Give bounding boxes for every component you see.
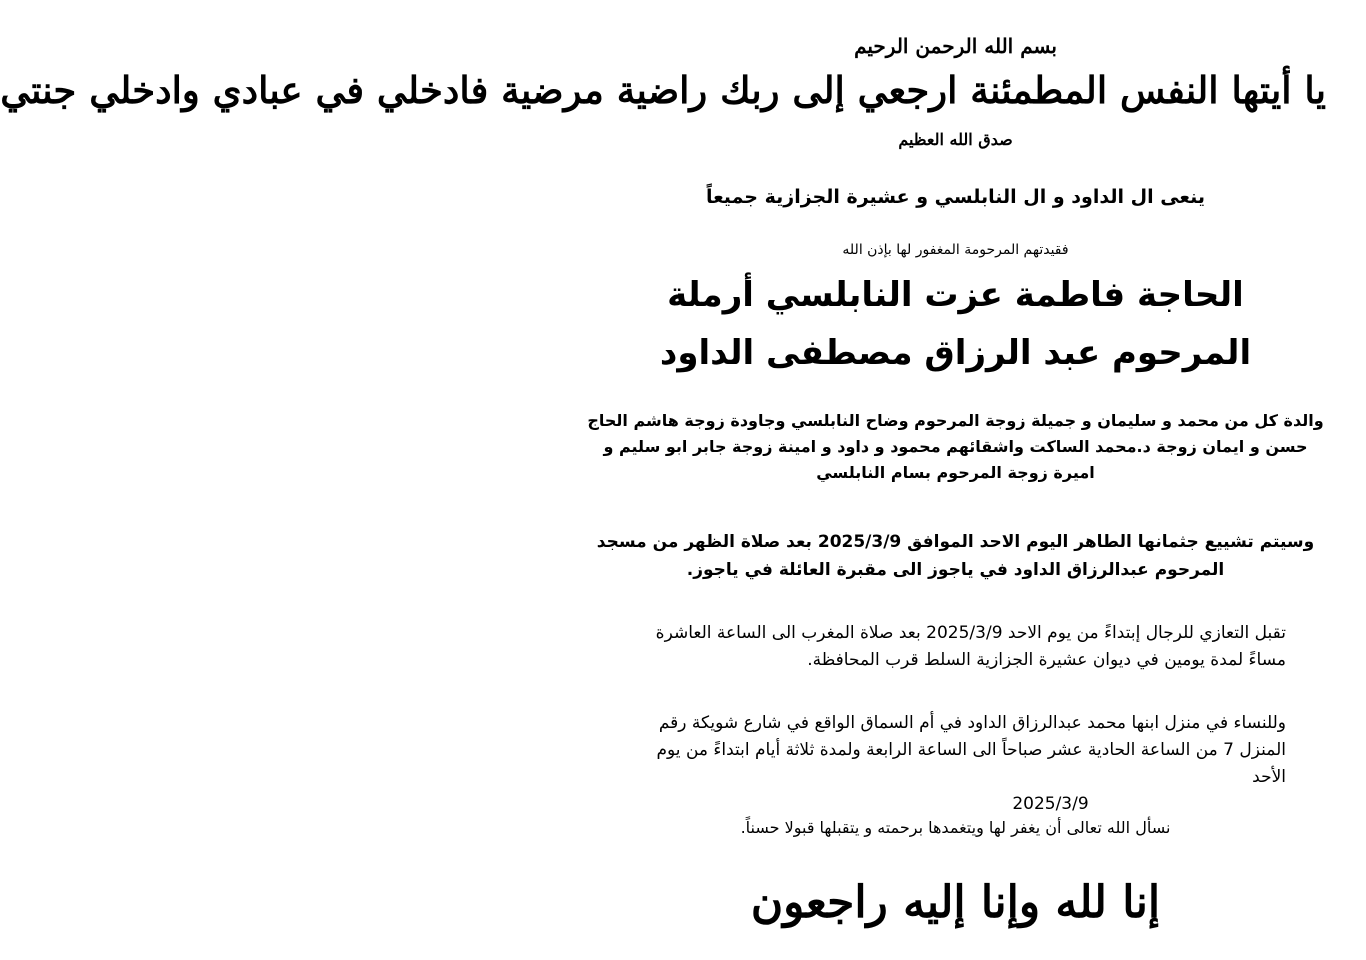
condolence-women-text: وللنساء في منزل ابنها محمد عبدالرزاق الداود في أم السماق الواقع في شارع شويكة رقم المنزل 7 من الساعة الحادية عشر صباحاً الى الساعة الرابعة ولمدة ثلاثة أيام ابتداءً من يوم الأحد bbox=[656, 713, 1286, 787]
intro-line: فقيدتهم المرحومة المغفور لها بإذن الله bbox=[842, 242, 1069, 258]
condolence-women-date: 2025/3/9 bbox=[1012, 794, 1089, 814]
condolence-men: تقبل التعازي للرجال إبتداءً من يوم الاحد 2025/3/9 بعد صلاة المغرب الى الساعة العاشرة مساءً لمدة يومين في ديوان عشيرة الجزازية السلط قرب المحافظة. bbox=[655, 623, 1286, 670]
closing-calligraphy: إنا لله وإنا إليه راجعون bbox=[750, 877, 1161, 928]
announcement: ينعى ال الداود و ال النابلسي و عشيرة الجزازية جميعاً bbox=[705, 186, 1206, 208]
condolence-women bbox=[625, 710, 1286, 818]
relatives-paragraph: والدة كل من محمد و سليمان و جميلة زوجة المرحوم وضاح النابلسي وجاودة زوجة هاشم الحاج حسن و ايمان زوجة د.محمد الساكت واشقائهم محمود و داود و امينة زوجة جابر ابو سليم و اميرة زوجة المرحوم بسام النابلسي bbox=[587, 411, 1324, 482]
funeral-details: وسيتم تشييع جثمانها الطاهر اليوم الاحد الموافق 2025/3/9 بعد صلاة الظهر من مسجد المرحوم عبدالرزاق الداود في ياجوز الى مقبرة العائلة في ياجوز. bbox=[596, 532, 1315, 580]
basmala: بسم الله الرحمن الرحيم bbox=[854, 34, 1057, 58]
deceased-name: الحاجة فاطمة عزت النابلسي أرملة المرحوم عبد الرزاق مصطفى الداود bbox=[659, 275, 1252, 373]
quran-verse: يا أيتها النفس المطمئنة ارجعي إلى ربك راضية مرضية فادخلي في عبادي وادخلي جنتي bbox=[0, 68, 1326, 112]
prayer-line: نسأل الله تعالى أن يغفر لها ويتغمدها برحمته و يتقبلها قبولا حسناً. bbox=[740, 818, 1171, 837]
sadaq-allah: صدق الله العظيم bbox=[898, 130, 1013, 149]
